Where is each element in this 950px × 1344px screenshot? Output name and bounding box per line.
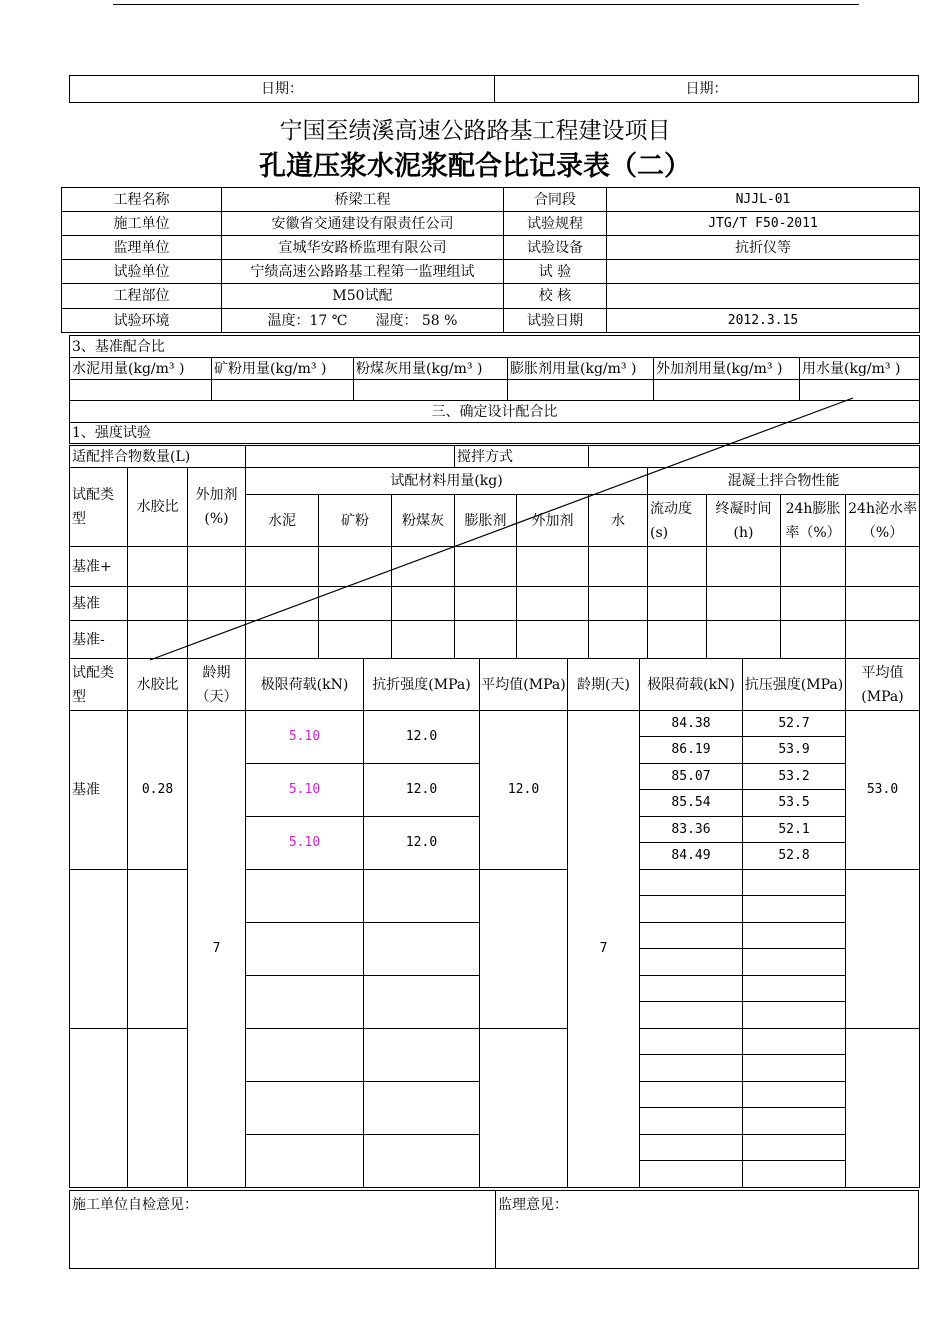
strength-col-avg2: 平均值(MPa): [846, 659, 920, 711]
strength-col-avg: 平均值(MPa): [480, 659, 568, 711]
material-col: 外加剂: [517, 495, 589, 547]
flex-avg: 12.0: [480, 711, 568, 870]
mix-quantity-label: 适配拌合物数量(L): [70, 446, 246, 468]
comp-load: 83.36: [640, 817, 743, 843]
info-value: 抗折仪等: [607, 236, 920, 260]
info-label: 试验环境: [62, 309, 222, 333]
strength-col-age2: 龄期(天): [568, 659, 640, 711]
flex-strength: 12.0: [364, 764, 480, 817]
info-value: JTG/T F50-2011: [607, 212, 920, 236]
comp-load: 86.19: [640, 737, 743, 764]
comp-strength: 53.5: [743, 790, 846, 817]
materials-heading: 试配材料用量(kg): [246, 468, 648, 495]
comp-strength: 52.7: [743, 711, 846, 737]
strength-col-comp: 抗压强度(MPa): [743, 659, 846, 711]
info-label: 试验设备: [504, 236, 607, 260]
flex-strength: 12.0: [364, 817, 480, 870]
material-col: 水泥: [246, 495, 319, 547]
material-col: 粉煤灰: [392, 495, 455, 547]
base-mix-col: 用水量(kg/m³ ): [800, 358, 920, 380]
info-value: M50试配: [222, 284, 504, 309]
col-wb: 水胶比: [128, 468, 188, 547]
comp-strength: 53.2: [743, 764, 846, 790]
void-line: [150, 398, 853, 660]
design-heading: 三、确定设计配合比: [70, 401, 920, 423]
base-mix-col: 矿粉用量(kg/m³ ): [212, 358, 354, 380]
comp-load: 85.07: [640, 764, 743, 790]
info-value: 宁绩高速公路路基工程第一监理组试: [222, 260, 504, 284]
material-col: 膨胀剂: [455, 495, 517, 547]
performance-col: 终凝时间(h): [707, 495, 781, 547]
material-col: 水: [589, 495, 648, 547]
form-title: 孔道压浆水泥浆配合比记录表（二）: [259, 151, 691, 182]
comp-strength: 52.8: [743, 843, 846, 870]
base-mix-col: 粉煤灰用量(kg/m³ ): [354, 358, 508, 380]
mix-method-label: 搅拌方式: [455, 446, 589, 468]
base-mix-heading: 3、基准配合比: [70, 336, 920, 358]
info-label: 工程名称: [62, 188, 222, 212]
info-label: 试验日期: [504, 309, 607, 333]
flex-strength: 12.0: [364, 711, 480, 764]
comp-load: 84.49: [640, 843, 743, 870]
comp-strength: 52.1: [743, 817, 846, 843]
info-label: 试验规程: [504, 212, 607, 236]
col-admix: 外加剂(%): [188, 468, 246, 547]
comp-strength: 53.9: [743, 737, 846, 764]
age-flex: 7: [188, 711, 246, 1188]
info-label: 校 核: [504, 284, 607, 309]
flex-load: 5.10: [246, 817, 364, 870]
project-title: 宁国至绩溪高速公路路基工程建设项目: [279, 118, 671, 144]
date-right: 日期：: [495, 76, 919, 103]
info-label: 工程部位: [62, 284, 222, 309]
self-check-opinion: 施工单位自检意见：: [70, 1191, 496, 1269]
flex-load: 5.10: [246, 711, 364, 764]
base-mix-col: 水泥用量(kg/m³ ): [70, 358, 212, 380]
supervision-opinion: 监理意见：: [496, 1191, 919, 1269]
comp-load: 85.54: [640, 790, 743, 817]
strength-col-wb: 水胶比: [128, 659, 188, 711]
info-label: 施工单位: [62, 212, 222, 236]
base-mix-col: 膨胀剂用量(kg/m³ ): [508, 358, 654, 380]
strength-col-flex-load: 极限荷载(kN): [246, 659, 364, 711]
comp-load: 84.38: [640, 711, 743, 737]
info-value: 安徽省交通建设有限责任公司: [222, 212, 504, 236]
col-type: 试配类型: [70, 468, 128, 547]
material-col: 矿粉: [319, 495, 392, 547]
age-comp: 7: [568, 711, 640, 1188]
group-wb: 0.28: [128, 711, 188, 870]
comp-avg: 53.0: [846, 711, 920, 870]
info-value: 2012.3.15: [607, 309, 920, 333]
strength-col-comp-load: 极限荷载(kN): [640, 659, 743, 711]
base-mix-col: 外加剂用量(kg/m³ ): [654, 358, 800, 380]
strength-test-heading: 1、强度试验: [70, 423, 920, 444]
strength-col-type: 试配类型: [70, 659, 128, 711]
flex-load: 5.10: [246, 764, 364, 817]
info-label: 合同段: [504, 188, 607, 212]
info-label: 试 验: [504, 260, 607, 284]
info-label: 监理单位: [62, 236, 222, 260]
performance-heading: 混凝土拌合物性能: [648, 468, 920, 495]
trial-row-label: 基准+: [70, 547, 128, 587]
trial-row-label: 基准-: [70, 621, 128, 659]
trial-row-label: 基准: [70, 587, 128, 621]
performance-col: 24h膨胀率（%）: [781, 495, 846, 547]
date-left: 日期：: [70, 76, 495, 103]
strength-col-age: 龄期（天）: [188, 659, 246, 711]
performance-col: 流动度(s): [648, 495, 707, 547]
performance-col: 24h泌水率（%）: [846, 495, 920, 547]
info-value: 温度：17 ℃ 湿度： 58 %: [222, 309, 504, 333]
info-value: 桥梁工程: [222, 188, 504, 212]
group-type: 基准: [70, 711, 128, 870]
info-value: 宣城华安路桥监理有限公司: [222, 236, 504, 260]
strength-col-flex: 抗折强度(MPa): [364, 659, 480, 711]
info-value: NJJL-01: [607, 188, 920, 212]
info-label: 试验单位: [62, 260, 222, 284]
